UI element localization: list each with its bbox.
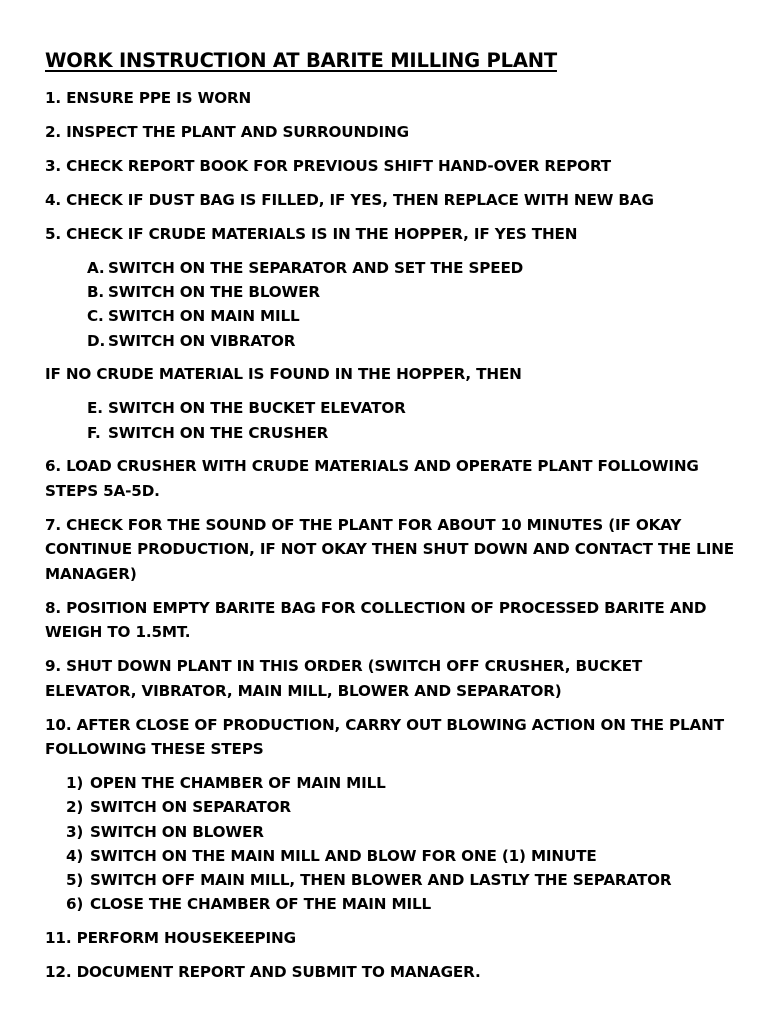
substep-marker: B.: [87, 283, 105, 302]
substep-marker: C.: [87, 307, 104, 326]
blowing-step-marker: 2): [66, 798, 84, 817]
blowing-step-marker: 4): [66, 846, 84, 865]
blowing-step-text: OPEN THE CHAMBER OF MAIN MILL: [90, 774, 386, 793]
step-3: 3. CHECK REPORT BOOK FOR PREVIOUS SHIFT HAND-OVER REPORT: [45, 157, 612, 175]
substeps-e-f-list: [45, 396, 735, 444]
substep-marker: A.: [87, 259, 105, 277]
step-8: 8. POSITION EMPTY BARITE BAG FOR COLLECTION OF PROCESSED BARITE AND WEIGH TO 1.5MT.: [45, 598, 707, 642]
substep-a: [87, 256, 735, 280]
step-1: 1. ENSURE PPE IS WORN: [45, 89, 252, 107]
step-11: 11. PERFORM HOUSEKEEPING: [45, 928, 296, 947]
document-title: WORK INSTRUCTION AT BARITE MILLING PLANT: [45, 49, 557, 72]
substep-text: SWITCH ON THE SEPARATOR AND SET THE SPEED: [108, 259, 524, 277]
blowing-step-6: [66, 892, 735, 916]
substep-marker: E.: [87, 399, 103, 418]
blowing-step-text: SWITCH ON THE MAIN MILL AND BLOW FOR ONE (1) MINUTE: [90, 846, 597, 865]
step-5: 5. CHECK IF CRUDE MATERIALS IS IN THE HOPPER, IF YES THEN: [45, 225, 578, 243]
blowing-step-3: [66, 820, 735, 844]
blowing-steps-list: [45, 771, 735, 916]
substep-e: [87, 396, 735, 420]
blowing-step-marker: 5): [66, 871, 84, 890]
substep-marker: F.: [87, 423, 101, 442]
blowing-step-marker: 3): [66, 822, 84, 841]
substeps-a-d-list: [45, 256, 735, 353]
step-12: 12. DOCUMENT REPORT AND SUBMIT TO MANAGER.: [45, 962, 481, 981]
substep-text: SWITCH ON THE BUCKET ELEVATOR: [108, 399, 406, 418]
blowing-step-text: SWITCH OFF MAIN MILL, THEN BLOWER AND LASTLY THE SEPARATOR: [90, 871, 672, 890]
blowing-step-marker: 6): [66, 895, 84, 914]
step-4: 4. CHECK IF DUST BAG IS FILLED, IF YES, THEN REPLACE WITH NEW BAG: [45, 191, 654, 209]
blowing-step-1: [66, 771, 735, 795]
step-2: 2. INSPECT THE PLANT AND SURROUNDING: [45, 123, 409, 141]
substep-text: SWITCH ON THE CRUSHER: [108, 423, 329, 442]
blowing-step-text: SWITCH ON SEPARATOR: [90, 798, 291, 817]
substep-b: [87, 280, 735, 304]
substep-f: [87, 421, 735, 445]
blowing-step-text: SWITCH ON BLOWER: [90, 822, 264, 841]
step-6: 6. LOAD CRUSHER WITH CRUDE MATERIALS AND OPERATE PLANT FOLLOWING STEPS 5A-5D.: [45, 457, 699, 500]
blowing-step-2: [66, 795, 735, 819]
work-instruction-document: [45, 47, 735, 994]
blowing-step-4: [66, 844, 735, 868]
blowing-step-5: [66, 868, 735, 892]
no-crude-note: IF NO CRUDE MATERIAL IS FOUND IN THE HOPPER, THEN: [45, 365, 522, 384]
substep-d: [87, 329, 735, 353]
step-9: 9. SHUT DOWN PLANT IN THIS ORDER (SWITCH OFF CRUSHER, BUCKET ELEVATOR, VIBRATOR, MAIN MILL, BLOWER AND SEPARATOR): [45, 657, 643, 700]
step-10: 10. AFTER CLOSE OF PRODUCTION, CARRY OUT BLOWING ACTION ON THE PLANT FOLLOWING THESE STEPS: [45, 715, 724, 759]
substep-marker: D.: [87, 331, 106, 350]
substep-text: SWITCH ON VIBRATOR: [108, 331, 296, 350]
step-7: 7. CHECK FOR THE SOUND OF THE PLANT FOR ABOUT 10 MINUTES (IF OKAY CONTINUE PRODUCTION, IF NOT OKAY THEN SHUT DOWN AND CONTACT THE LINE MANAGER): [45, 515, 734, 583]
blowing-step-marker: 1): [66, 774, 84, 793]
substep-c: [87, 304, 735, 328]
substep-text: SWITCH ON MAIN MILL: [108, 307, 300, 326]
substep-text: SWITCH ON THE BLOWER: [108, 283, 320, 302]
blowing-step-text: CLOSE THE CHAMBER OF THE MAIN MILL: [90, 895, 432, 914]
